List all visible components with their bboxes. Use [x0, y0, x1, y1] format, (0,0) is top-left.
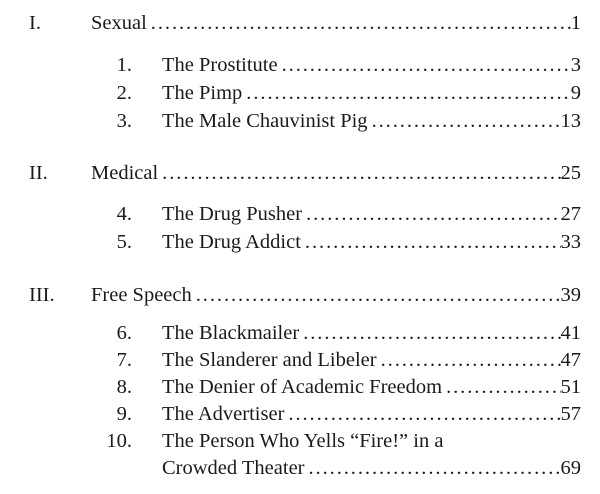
part-title: Sexual [91, 12, 147, 34]
dot-leader [162, 160, 560, 186]
page-number: 25 [560, 162, 581, 184]
page-number: 3 [570, 54, 581, 76]
page-number: 1 [570, 12, 581, 34]
page-number: 41 [560, 322, 581, 344]
toc-chapter-entry[interactable] [0, 347, 600, 373]
dot-leader [288, 401, 560, 427]
toc-chapter-entry[interactable] [0, 229, 600, 255]
chapter-number: 3. [116, 110, 132, 132]
toc-chapter-entry[interactable] [0, 52, 600, 78]
chapter-title: The Pimp [162, 82, 243, 104]
chapter-number: 4. [116, 203, 132, 225]
page-number: 9 [570, 82, 581, 104]
part-title: Medical [91, 162, 159, 184]
dot-leader [282, 52, 571, 78]
chapter-title-continued: Crowded Theater [162, 457, 305, 479]
dot-leader [309, 455, 561, 481]
toc-chapter-entry[interactable] [0, 374, 600, 400]
part-numeral: III. [29, 284, 55, 306]
part-numeral: II. [29, 162, 48, 184]
dot-leader [303, 320, 560, 346]
page-number: 57 [560, 403, 581, 425]
page-number: 69 [560, 457, 581, 479]
chapter-title: The Prostitute [162, 54, 278, 76]
page-number: 33 [560, 231, 581, 253]
toc-chapter-entry[interactable] [0, 401, 600, 427]
toc-part-entry[interactable] [0, 10, 600, 36]
dot-leader [446, 374, 560, 400]
toc-chapter-entry[interactable] [0, 108, 600, 134]
toc-chapter-entry[interactable] [0, 320, 600, 346]
page-number: 39 [560, 284, 581, 306]
chapter-number: 6. [116, 322, 132, 344]
chapter-number: 10. [106, 430, 132, 452]
toc-chapter-entry[interactable] [0, 428, 600, 454]
chapter-number: 1. [116, 54, 132, 76]
chapter-title: The Person Who Yells “Fire!” in a [162, 430, 444, 452]
page-number: 51 [560, 376, 581, 398]
part-numeral: I. [29, 12, 41, 34]
dot-leader [151, 10, 571, 36]
toc-chapter-entry-continued[interactable] [0, 455, 600, 481]
chapter-number: 9. [116, 403, 132, 425]
chapter-title: The Advertiser [162, 403, 285, 425]
toc-chapter-entry[interactable] [0, 201, 600, 227]
dot-leader [372, 108, 561, 134]
chapter-number: 5. [116, 231, 132, 253]
chapter-title: The Drug Pusher [162, 203, 303, 225]
page-number: 27 [560, 203, 581, 225]
toc-part-entry[interactable] [0, 160, 600, 186]
dot-leader [196, 282, 561, 308]
toc-chapter-entry[interactable] [0, 80, 600, 106]
dot-leader [246, 80, 570, 106]
dot-leader [306, 201, 560, 227]
page-number: 13 [560, 110, 581, 132]
page-number: 47 [560, 349, 581, 371]
chapter-title: The Male Chauvinist Pig [162, 110, 368, 132]
chapter-title: The Blackmailer [162, 322, 300, 344]
chapter-number: 8. [116, 376, 132, 398]
chapter-title: The Slanderer and Libeler [162, 349, 377, 371]
chapter-number: 7. [116, 349, 132, 371]
dot-leader [381, 347, 561, 373]
dot-leader [305, 229, 561, 255]
chapter-number: 2. [116, 82, 132, 104]
chapter-title: The Denier of Academic Freedom [162, 376, 443, 398]
part-title: Free Speech [91, 284, 192, 306]
chapter-title: The Drug Addict [162, 231, 301, 253]
toc-part-entry[interactable] [0, 282, 600, 308]
